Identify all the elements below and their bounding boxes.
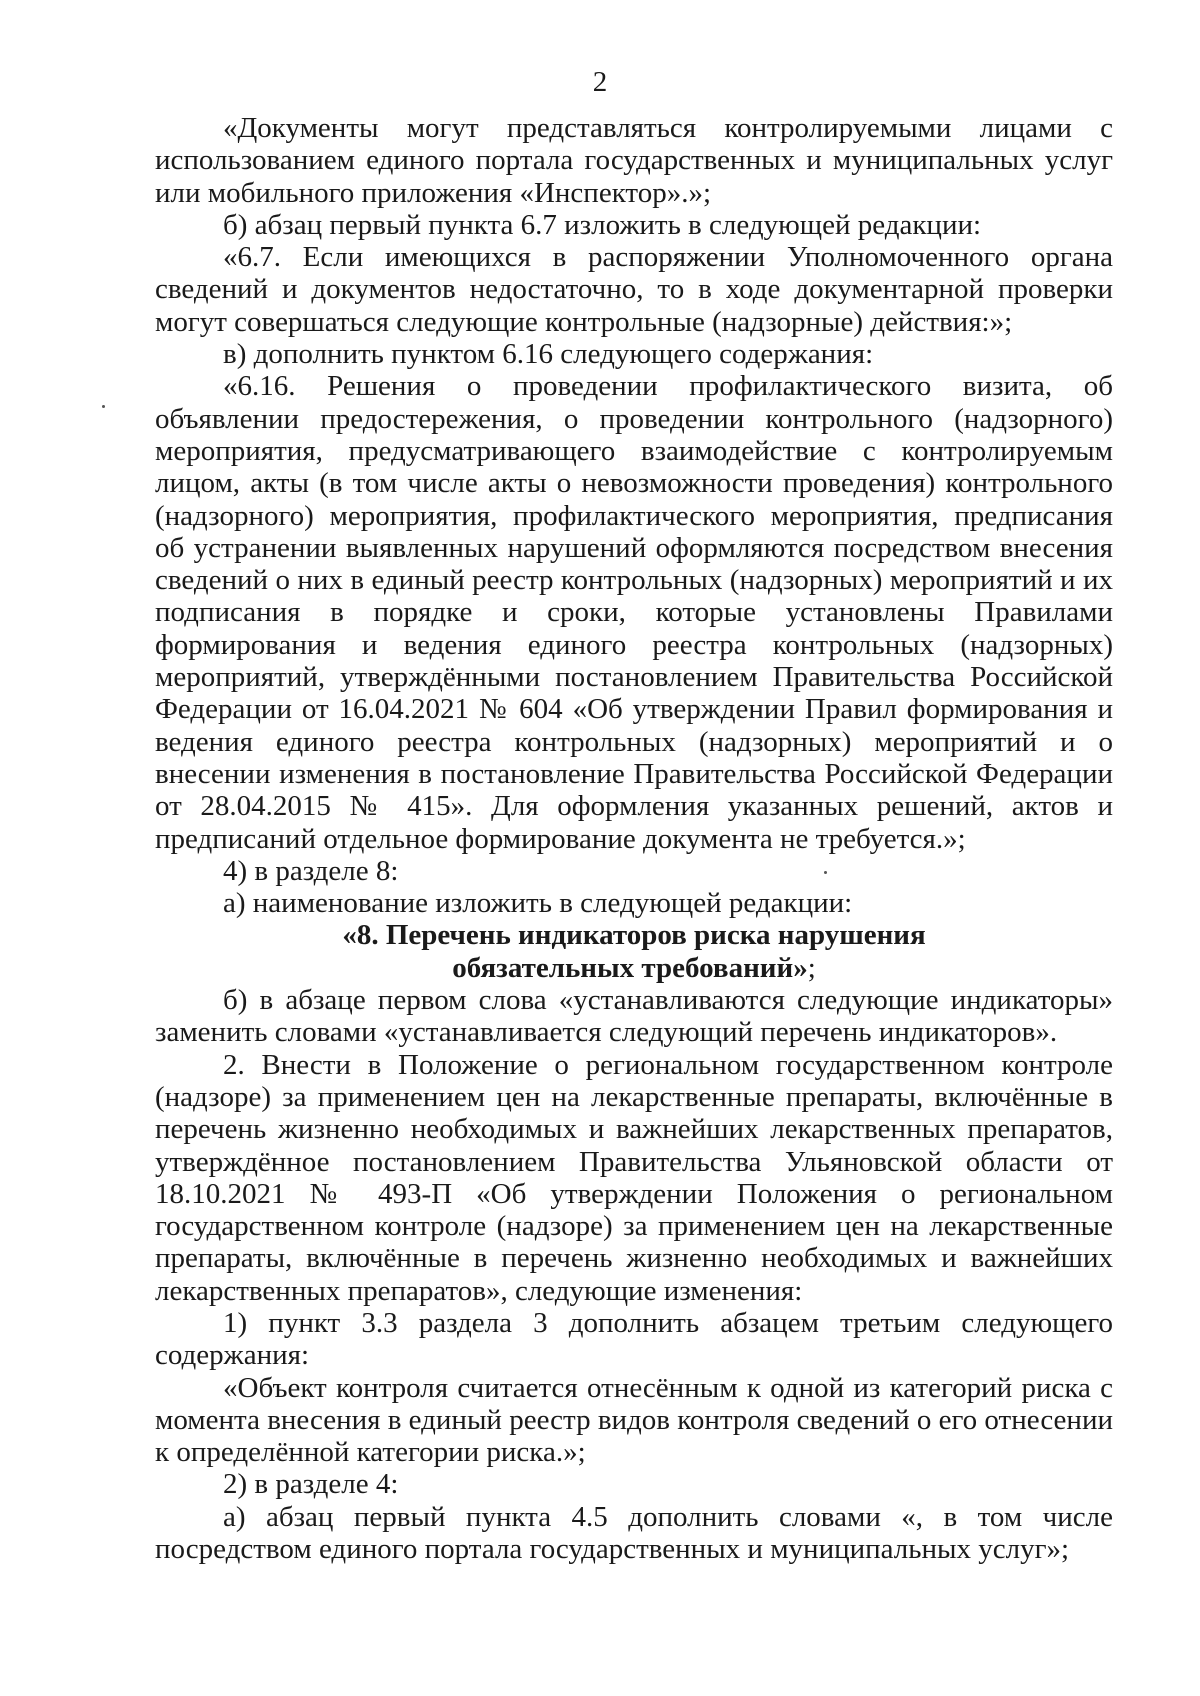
paragraph: «Документы могут представляться контролируемыми лицами с использованием единого портала государственных и муниципальных услуг или мобильного приложения «Инспектор».»; (155, 112, 1113, 209)
paragraph: 2) в разделе 4: (223, 1468, 399, 1501)
section-heading (155, 919, 1113, 984)
paragraph: а) абзац первый пункта 4.5 дополнить словами «, в том числе посредством единого портала государственных и муниципальных услуг»; (155, 1500, 1113, 1566)
paragraph: а) наименование изложить в следующей редакции: (223, 887, 853, 920)
paragraph: в) дополнить пунктом 6.16 следующего содержания: (223, 338, 874, 371)
paragraph: б) абзац первый пункта 6.7 изложить в следующей редакции: (223, 208, 982, 241)
paragraph: б) в абзаце первом слова «устанавливаются следующие индикаторы» заменить словами «устанавливается следующий перечень индикаторов». (155, 984, 1113, 1049)
document-body (155, 112, 1113, 1565)
page-number: 2 (592, 66, 608, 98)
paragraph: «6.7. Если имеющихся в распоряжении Уполномоченного органа сведений и документов недостаточно, то в ходе документарной проверки могут совершаться следующие контрольные (надзорные) действия:»; (155, 241, 1113, 338)
section-heading-text: «8. Перечень индикаторов риска нарушения обязательных требований» (342, 919, 926, 984)
paragraph: «6.16. Решения о проведении профилактического визита, об объявлении предостережения, о проведении контрольного (надзорного) мероприятия, предусматривающего взаимодействие с контролируемым лицом, акты (в том числе акты о невозможности проведения) контрольного (надзорного) мероприятия, профилактического мероприятия, предписания об устранении выявленных нарушений оформляются посредством внесения сведений о них в единый реестр контрольных (надзорных) мероприятий и их подписания в порядке и сроки, которые установлены Правилами формирования и ведения единого реестра контрольных (надзорных) мероприятий, утверждёнными постановлением Правительства Российской Федерации от 16.04.2021 № 604 «Об утверждении Правил формирования и ведения единого реестра контрольных (надзорных) мероприятий и о внесении изменения в постановление Правительства Российской Федерации от 28.04.2015 № 415». Для оформления указанных решений, актов и предписаний отдельное формирование документа не требуется.»; (155, 370, 1113, 855)
section-heading-suffix: ; (807, 951, 816, 984)
scan-speck (102, 405, 105, 408)
paragraph: 4) в разделе 8: (223, 854, 399, 887)
paragraph: «Объект контроля считается отнесённым к одной из категорий риска с момента внесения в единый реестр видов контроля сведений о его отнесении к определённой категории риска.»; (155, 1371, 1113, 1469)
paragraph: 1) пункт 3.3 раздела 3 дополнить абзацем третьим следующего содержания: (155, 1306, 1113, 1372)
scan-speck (824, 871, 827, 874)
paragraph: 2. Внести в Положение о региональном государственном контроле (надзоре) за применением цен на лекарственные препараты, включённые в перечень жизненно необходимых и важнейших лекарственных препаратов, утверждённое постановлением Правительства Ульяновской области от 18.10.2021 № 493-П «Об утверждении Положения о региональном государственном контроле (надзоре) за применением цен на лекарственные препараты, включённые в перечень жизненно необходимых и важнейших лекарственных препаратов», следующие изменения: (155, 1048, 1113, 1307)
